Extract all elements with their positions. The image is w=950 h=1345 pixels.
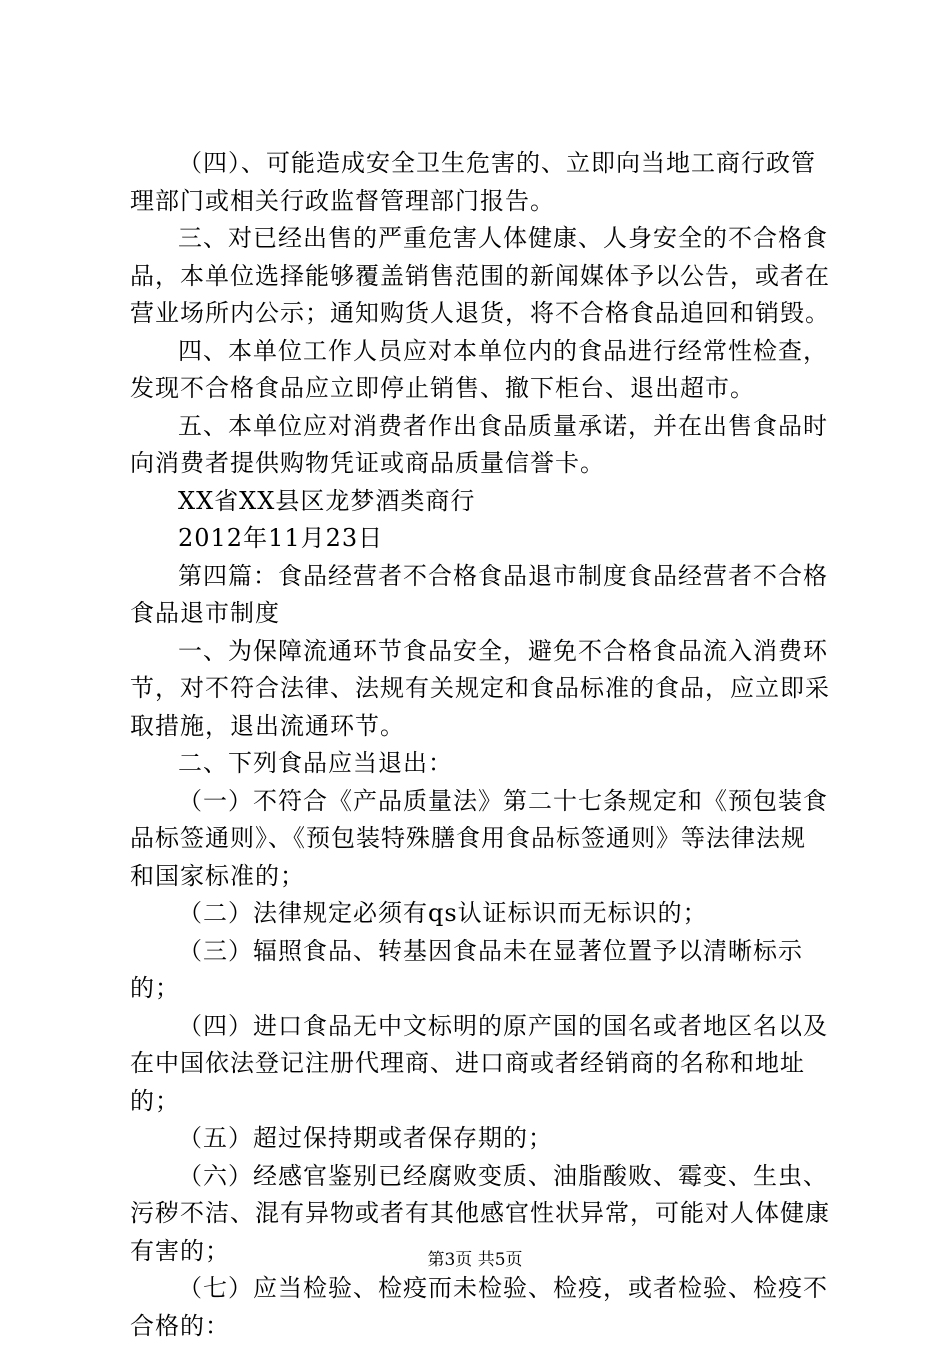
list-item: （六）经感官鉴别已经腐败变质、油脂酸败、霉变、生虫、污秽不洁、混有异物或者有其他感官性状异常，可能对人体健康有害的； [130, 1161, 830, 1265]
paragraph: （四）、可能造成安全卫生危害的、立即向当地工商行政管理部门或相关行政监督管理部门报告。 [130, 149, 816, 215]
list-item: （一）不符合《产品质量法》第二十七条规定和《预包装食品标签通则》、《预包装特殊膳食用食品标签通则》等法律法规和国家标准的； [130, 786, 828, 890]
paragraph: 五、本单位应对消费者作出食品质量承诺，并在出售食品时向消费者提供购物凭证或商品质量信誉卡。 [130, 411, 828, 477]
paragraph: 二、下列食品应当退出： [178, 749, 453, 777]
signature-company: XX省XX县区龙梦酒类商行 [178, 486, 476, 515]
list-item: （五）超过保持期或者保存期的； [178, 1124, 553, 1152]
signature-date: 2012年11月23日 [178, 524, 384, 552]
paragraph: 一、为保障流通环节食品安全，避免不合格食品流入消费环节，对不符合法律、法规有关规定和食品标准的食品，应立即采取措施，退出流通环节。 [130, 636, 830, 740]
section-heading: 第四篇：食品经营者不合格食品退市制度食品经营者不合格食品退市制度 [130, 561, 828, 627]
paragraph: 四、本单位工作人员应对本单位内的食品进行经常性检查，发现不合格食品应立即停止销售、撤下柜台、退出超市。 [130, 336, 828, 402]
document-body [130, 145, 830, 1345]
list-item: （三）辐照食品、转基因食品未在显著位置予以清晰标示的； [130, 936, 803, 1002]
list-item: （七）应当检验、检疫而未检验、检疫，或者检验、检疫不合格的： [130, 1274, 828, 1340]
list-item: （四）进口食品无中文标明的原产国的国名或者地区名以及在中国依法登记注册代理商、进口商或者经销商的名称和地址的； [130, 1011, 828, 1115]
paragraph: 三、对已经出售的严重危害人体健康、人身安全的不合格食品，本单位选择能够覆盖销售范围的新闻媒体予以公告，或者在营业场所内公示；通知购货人退货，将不合格食品追回和销毁。 [130, 224, 830, 327]
list-item: （二）法律规定必须有qs认证标识而无标识的； [178, 899, 708, 927]
page-number-footer: 第3页 共5页 [427, 1250, 523, 1270]
